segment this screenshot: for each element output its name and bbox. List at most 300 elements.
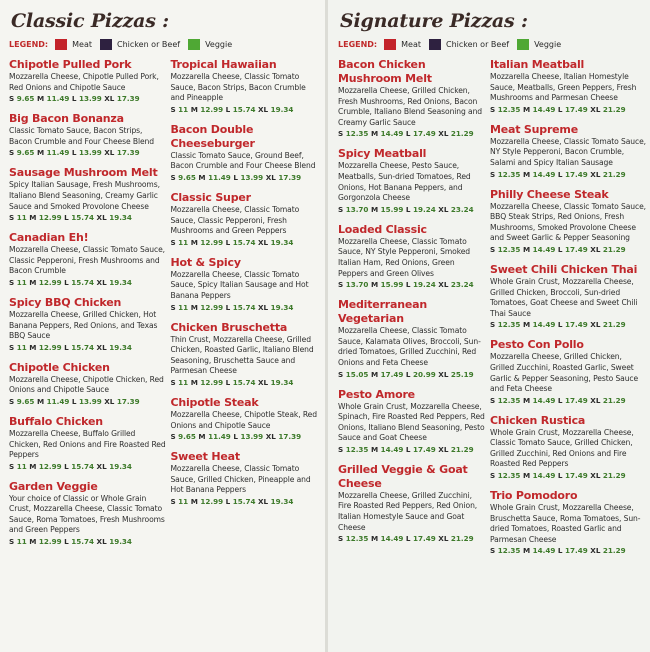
price-value: 17.39 bbox=[116, 148, 140, 158]
size-label: XL bbox=[258, 302, 269, 312]
pizza-description: Thin Crust, Mozzarella Cheese, Grilled Chicken, Roasted Garlic, Italiano Blend Seasoning, Bruschetta Sauce and Parmesan Cheese bbox=[170, 334, 314, 376]
price-value: 17.49 bbox=[413, 129, 436, 139]
menu-item bbox=[170, 58, 319, 115]
size-label: L bbox=[405, 129, 411, 139]
size-label: S bbox=[9, 537, 15, 547]
price-value: 12.99 bbox=[200, 302, 224, 312]
size-label: XL bbox=[438, 369, 449, 379]
size-label: L bbox=[557, 395, 563, 405]
price-value: 15.05 bbox=[345, 369, 369, 379]
menu-item bbox=[490, 414, 646, 481]
pizza-description: Mozzarella Cheese, Grilled Chicken, Hot Banana Peppers, Red Onions, and Texas BBQ Sauce bbox=[9, 309, 158, 341]
price-value: 12.99 bbox=[38, 342, 62, 352]
size-label: XL bbox=[438, 129, 449, 139]
size-label: L bbox=[64, 461, 69, 471]
pizza-description: Mozzarella Cheese, Italian Homestyle Sauce, Meatballs, Green Peppers, Fresh Mushrooms and Parmesan Cheese bbox=[490, 72, 637, 103]
size-label: S bbox=[338, 280, 344, 290]
signature-pizzas-panel bbox=[328, 0, 650, 652]
size-label: S bbox=[490, 244, 496, 254]
price-line bbox=[490, 395, 646, 406]
size-label: L bbox=[71, 396, 77, 406]
pizza-description: Mozzarella Cheese, Grilled Chicken, Fresh Mushrooms, Red Onions, Bacon Crumble, Italiano Blend Seasoning and Creamy Garlic Sauce bbox=[338, 86, 483, 127]
price-value: 14.49 bbox=[380, 534, 404, 544]
menu-item bbox=[170, 191, 319, 248]
price-value: 11 bbox=[178, 237, 189, 247]
price-value: 11 bbox=[16, 213, 27, 223]
menu-item bbox=[9, 296, 166, 353]
price-line bbox=[170, 237, 319, 248]
price-line bbox=[9, 277, 166, 288]
legend bbox=[9, 36, 319, 52]
size-label: S bbox=[170, 377, 176, 387]
size-label: S bbox=[338, 204, 344, 214]
pizza-name: Pesto Con Pollo bbox=[490, 338, 584, 352]
price-line bbox=[9, 212, 166, 223]
pizza-name: Chipotle Steak bbox=[170, 395, 259, 409]
price-line bbox=[9, 536, 166, 547]
size-label: S bbox=[9, 148, 15, 158]
price-line bbox=[490, 319, 646, 330]
size-label: XL bbox=[96, 213, 107, 223]
price-value: 14.49 bbox=[532, 471, 556, 481]
price-line bbox=[490, 244, 646, 255]
size-label: L bbox=[225, 496, 231, 506]
menu-item bbox=[338, 58, 486, 139]
menu-item bbox=[338, 298, 486, 379]
menu-item bbox=[490, 188, 646, 255]
price-value: 15.99 bbox=[380, 280, 404, 290]
size-label: XL bbox=[590, 244, 601, 254]
size-label: S bbox=[9, 277, 15, 287]
price-value: 9.65 bbox=[16, 94, 35, 104]
price-value: 14.49 bbox=[380, 129, 404, 139]
classic-column-left bbox=[9, 58, 170, 555]
size-label: L bbox=[225, 377, 231, 387]
price-value: 17.49 bbox=[380, 369, 404, 379]
size-label: L bbox=[233, 172, 238, 182]
pizza-name: Meat Supreme bbox=[490, 122, 578, 136]
size-label: L bbox=[557, 546, 563, 556]
price-line bbox=[338, 128, 486, 139]
size-label: S bbox=[170, 302, 176, 312]
legend-veggie-label: Veggie bbox=[205, 39, 233, 49]
size-label: M bbox=[29, 342, 37, 352]
price-value: 11 bbox=[178, 377, 189, 387]
menu-item bbox=[490, 338, 646, 405]
price-value: 17.39 bbox=[278, 432, 302, 442]
price-line bbox=[338, 369, 486, 380]
size-label: M bbox=[29, 213, 37, 223]
signature-column-left bbox=[338, 58, 490, 564]
size-label: M bbox=[198, 172, 206, 182]
pizza-description: Spicy Italian Sausage, Fresh Mushrooms, Italiano Blend Seasoning, Creamy Garlic Sauce and Smoked Provolone Cheese bbox=[9, 180, 160, 211]
size-label: M bbox=[522, 320, 531, 330]
pizza-description: Whole Grain Crust, Mozzarella Cheese, Classic Tomato Sauce, Grilled Chicken, Grilled Zucchini, Red Onions and Fire Roasted Red Peppers bbox=[490, 427, 634, 469]
price-value: 21.29 bbox=[450, 534, 474, 544]
size-label: S bbox=[490, 395, 496, 405]
price-value: 17.49 bbox=[565, 104, 588, 114]
size-label: L bbox=[233, 432, 238, 442]
pizza-description: Classic Tomato Sauce, Bacon Strips, Bacon Crumble and Four Cheese Blend bbox=[9, 126, 154, 146]
price-line bbox=[490, 104, 646, 115]
price-value: 19.34 bbox=[270, 104, 294, 114]
price-value: 14.49 bbox=[380, 444, 404, 454]
price-value: 11 bbox=[178, 104, 189, 114]
size-label: XL bbox=[96, 537, 107, 547]
pizza-description: Mozzarella Cheese, Buffalo Grilled Chicken, Red Onions and Fire Roasted Red Peppers bbox=[9, 428, 166, 460]
pizza-name: Spicy Meatball bbox=[338, 147, 427, 161]
classic-column-right bbox=[170, 58, 319, 555]
veggie-swatch-icon bbox=[188, 39, 200, 50]
pizza-name: Sweet Chili Chicken Thai bbox=[490, 262, 638, 276]
pizza-description: Mozzarella Cheese, Chipotle Pulled Pork, Red Onions and Chipotle Sauce bbox=[9, 72, 159, 92]
price-line bbox=[9, 93, 166, 104]
price-value: 15.74 bbox=[71, 342, 95, 352]
price-value: 11.49 bbox=[46, 94, 70, 104]
menu-item bbox=[490, 263, 646, 330]
size-label: XL bbox=[258, 104, 269, 114]
price-value: 19.34 bbox=[109, 342, 132, 352]
pizza-description: Mozzarella Cheese, Classic Tomato Sauce, Bacon Strips, Bacon Crumble and Pineapple bbox=[170, 72, 306, 103]
menu-item bbox=[9, 112, 166, 158]
size-label: M bbox=[190, 377, 198, 387]
pizza-name: Chicken Bruschetta bbox=[170, 320, 288, 334]
pizza-name: Grilled Veggie & Goat Cheese bbox=[338, 462, 468, 490]
price-value: 12.35 bbox=[497, 244, 521, 254]
price-value: 21.29 bbox=[602, 546, 626, 556]
size-label: S bbox=[338, 129, 344, 139]
size-label: M bbox=[370, 280, 379, 290]
pizza-description: Your choice of Classic or Whole Grain Crust, Mozzarella Cheese, Classic Tomato Sauce, Roma Tomatoes, Fresh Mushrooms and Green Peppers bbox=[9, 493, 165, 535]
pizza-description: Classic Tomato Sauce, Ground Beef, Bacon Crumble and Four Cheese Blend bbox=[170, 150, 316, 171]
price-value: 21.29 bbox=[602, 471, 626, 481]
price-value: 12.35 bbox=[497, 104, 521, 114]
price-value: 11 bbox=[178, 496, 189, 506]
size-label: M bbox=[370, 534, 379, 544]
signature-columns bbox=[338, 58, 646, 564]
size-label: L bbox=[64, 213, 69, 223]
size-label: M bbox=[29, 537, 37, 547]
price-value: 11 bbox=[16, 277, 27, 287]
size-label: L bbox=[71, 148, 77, 158]
price-value: 13.99 bbox=[79, 94, 102, 104]
pizza-description: Mozzarella Cheese, Classic Tomato Sauce, Classic Pepperoni, Fresh Mushrooms and Bacon Crumble bbox=[9, 245, 165, 276]
price-value: 12.99 bbox=[200, 496, 224, 506]
meat-swatch-icon bbox=[384, 39, 396, 50]
menu-item bbox=[9, 480, 166, 547]
price-value: 15.74 bbox=[232, 496, 256, 506]
pizza-name: Bacon Double Cheeseburger bbox=[170, 122, 255, 150]
price-line bbox=[170, 104, 319, 115]
legend-item-veggie bbox=[188, 39, 232, 50]
size-label: L bbox=[557, 471, 563, 481]
legend-meat-label: Meat bbox=[401, 39, 422, 49]
pizza-name: Classic Super bbox=[170, 190, 251, 204]
size-label: XL bbox=[590, 395, 601, 405]
price-value: 17.49 bbox=[413, 444, 436, 454]
price-value: 12.35 bbox=[497, 320, 521, 330]
size-label: XL bbox=[96, 461, 107, 471]
size-label: L bbox=[405, 280, 411, 290]
price-value: 13.70 bbox=[345, 280, 369, 290]
menu-item bbox=[9, 361, 166, 407]
price-value: 12.35 bbox=[497, 471, 521, 481]
price-value: 14.49 bbox=[532, 395, 556, 405]
price-value: 12.99 bbox=[38, 277, 62, 287]
price-value: 21.29 bbox=[602, 320, 626, 330]
size-label: M bbox=[29, 277, 37, 287]
legend-label: LEGEND: bbox=[338, 39, 378, 49]
pizza-name: Trio Pomodoro bbox=[490, 489, 578, 503]
price-value: 15.74 bbox=[232, 302, 256, 312]
size-label: S bbox=[338, 534, 344, 544]
legend-meat-label: Meat bbox=[72, 39, 93, 49]
size-label: M bbox=[370, 129, 379, 139]
legend bbox=[338, 36, 646, 52]
price-line bbox=[490, 470, 646, 481]
price-value: 15.74 bbox=[232, 104, 256, 114]
price-value: 12.35 bbox=[497, 169, 521, 179]
size-label: L bbox=[557, 320, 563, 330]
price-value: 14.49 bbox=[532, 169, 556, 179]
legend-chicken-beef-label: Chicken or Beef bbox=[446, 39, 510, 49]
classic-pizzas-title: Classic Pizzas : bbox=[11, 10, 169, 32]
price-value: 12.35 bbox=[497, 395, 521, 405]
price-line bbox=[9, 461, 166, 472]
size-label: S bbox=[490, 169, 496, 179]
pizza-description: Mozzarella Cheese, Classic Tomato Sauce, BBQ Steak Strips, Red Onions, Fresh Mushrooms, Smoked Provolone Cheese and Sweet Garlic & Pepper Seasoning bbox=[490, 201, 646, 243]
price-value: 17.39 bbox=[278, 172, 302, 182]
price-line bbox=[170, 496, 319, 507]
size-label: L bbox=[405, 369, 411, 379]
size-label: S bbox=[338, 369, 344, 379]
price-value: 15.99 bbox=[380, 204, 404, 214]
size-label: M bbox=[370, 444, 379, 454]
price-value: 19.34 bbox=[270, 377, 294, 387]
menu-item bbox=[9, 231, 166, 288]
menu-item bbox=[338, 463, 486, 544]
chicken-beef-swatch-icon bbox=[429, 39, 441, 50]
pizza-description: Mozzarella Cheese, Classic Tomato Sauce, NY Style Pepperoni, Smoked Italian Ham, Red Onions, Green Peppers and Green Olives bbox=[338, 236, 471, 278]
price-value: 17.49 bbox=[565, 471, 588, 481]
size-label: XL bbox=[590, 546, 601, 556]
price-value: 17.39 bbox=[116, 94, 140, 104]
price-value: 19.34 bbox=[109, 537, 132, 547]
pizza-name: Buffalo Chicken bbox=[9, 414, 103, 428]
price-value: 19.34 bbox=[109, 277, 132, 287]
size-label: L bbox=[64, 537, 69, 547]
size-label: L bbox=[225, 237, 231, 247]
pizza-name: Chipotle Pulled Pork bbox=[9, 58, 132, 71]
size-label: XL bbox=[258, 377, 269, 387]
menu-item bbox=[170, 396, 319, 442]
legend-item-meat bbox=[384, 39, 421, 50]
price-line bbox=[170, 172, 319, 183]
size-label: S bbox=[170, 496, 176, 506]
price-value: 17.49 bbox=[565, 169, 588, 179]
size-label: L bbox=[557, 104, 563, 114]
pizza-name: Philly Cheese Steak bbox=[490, 187, 609, 201]
price-value: 21.29 bbox=[602, 244, 626, 254]
price-value: 11 bbox=[16, 461, 27, 471]
size-label: S bbox=[9, 94, 15, 104]
size-label: XL bbox=[590, 320, 601, 330]
size-label: XL bbox=[104, 94, 115, 104]
veggie-swatch-icon bbox=[517, 39, 529, 50]
size-label: S bbox=[170, 172, 176, 182]
size-label: XL bbox=[104, 396, 115, 406]
size-label: M bbox=[36, 94, 45, 104]
price-value: 14.49 bbox=[532, 546, 556, 556]
size-label: L bbox=[557, 244, 563, 254]
pizza-name: Chipotle Chicken bbox=[9, 360, 110, 374]
size-label: L bbox=[557, 169, 563, 179]
size-label: XL bbox=[590, 104, 601, 114]
price-value: 9.65 bbox=[16, 148, 35, 158]
size-label: XL bbox=[438, 280, 449, 290]
size-label: S bbox=[9, 461, 15, 471]
price-value: 21.29 bbox=[602, 169, 626, 179]
size-label: XL bbox=[258, 496, 269, 506]
size-label: S bbox=[490, 320, 496, 330]
price-line bbox=[170, 431, 319, 442]
price-value: 9.65 bbox=[178, 432, 196, 442]
price-value: 12.35 bbox=[345, 534, 369, 544]
price-value: 15.74 bbox=[232, 377, 256, 387]
price-value: 12.99 bbox=[38, 537, 62, 547]
price-value: 19.24 bbox=[413, 280, 436, 290]
price-value: 12.99 bbox=[200, 377, 224, 387]
size-label: M bbox=[190, 237, 198, 247]
price-value: 23.24 bbox=[450, 204, 474, 214]
menu-item bbox=[9, 58, 166, 104]
pizza-name: Sausage Mushroom Melt bbox=[9, 166, 158, 180]
legend-item-chicken-beef bbox=[429, 39, 509, 50]
price-value: 13.99 bbox=[240, 432, 264, 442]
menu-item bbox=[9, 415, 166, 472]
legend-veggie-label: Veggie bbox=[534, 39, 562, 49]
pizza-name: Garden Veggie bbox=[9, 479, 98, 493]
pizza-name: Spicy BBQ Chicken bbox=[9, 295, 122, 309]
price-value: 19.34 bbox=[109, 213, 132, 223]
price-line bbox=[9, 396, 166, 407]
pizza-description: Mozzarella Cheese, Classic Tomato Sauce, Grilled Chicken, Pineapple and Hot Banana Peppers bbox=[170, 464, 311, 495]
pizza-description: Mozzarella Cheese, Pesto Sauce, Meatballs, Sun-dried Tomatoes, Red Onions, Hot Banana Peppers, and Gorgonzola Cheese bbox=[338, 161, 471, 203]
size-label: M bbox=[29, 461, 37, 471]
pizza-description: Whole Grain Crust, Mozzarella Cheese, Grilled Chicken, Broccoli, Sun-dried Tomatoes, Goat Cheese and Sweet Chili Thai Sauce bbox=[490, 276, 638, 318]
size-label: L bbox=[71, 94, 77, 104]
price-value: 11.49 bbox=[46, 148, 70, 158]
size-label: M bbox=[522, 244, 531, 254]
signature-pizzas-title: Signature Pizzas : bbox=[340, 10, 528, 32]
price-value: 19.24 bbox=[413, 204, 436, 214]
price-line bbox=[490, 169, 646, 180]
size-label: M bbox=[190, 104, 198, 114]
size-label: L bbox=[225, 302, 231, 312]
legend-chicken-beef-label: Chicken or Beef bbox=[117, 39, 181, 49]
price-value: 15.74 bbox=[71, 213, 95, 223]
price-value: 11.49 bbox=[46, 396, 70, 406]
price-line bbox=[9, 147, 166, 158]
pizza-description: Mozzarella Cheese, Classic Tomato Sauce, Kalamata Olives, Broccoli, Sun-dried Tomatoes, Grilled Zucchini, Red Onions and Feta Cheese bbox=[338, 326, 481, 367]
size-label: M bbox=[522, 471, 531, 481]
menu-item bbox=[170, 321, 319, 388]
menu-item bbox=[170, 256, 319, 313]
price-value: 11 bbox=[16, 537, 27, 547]
size-label: XL bbox=[96, 277, 107, 287]
pizza-name: Mediterranean Vegetarian bbox=[338, 298, 427, 326]
price-value: 11 bbox=[178, 302, 189, 312]
price-line bbox=[338, 279, 486, 290]
menu-item bbox=[490, 123, 646, 180]
price-value: 9.65 bbox=[178, 172, 196, 182]
pizza-name: Bacon Chicken Mushroom Melt bbox=[338, 58, 432, 85]
price-value: 9.65 bbox=[16, 396, 35, 406]
legend-item-meat bbox=[55, 39, 92, 50]
size-label: S bbox=[9, 213, 15, 223]
size-label: M bbox=[198, 432, 206, 442]
price-value: 15.74 bbox=[71, 461, 95, 471]
size-label: XL bbox=[265, 172, 276, 182]
price-value: 11 bbox=[16, 342, 27, 352]
menu-item bbox=[338, 147, 486, 214]
price-value: 17.49 bbox=[565, 244, 588, 254]
price-value: 13.99 bbox=[79, 396, 102, 406]
price-value: 14.49 bbox=[532, 320, 556, 330]
size-label: L bbox=[225, 104, 231, 114]
pizza-name: Italian Meatball bbox=[490, 58, 585, 71]
legend-item-veggie bbox=[517, 39, 561, 50]
size-label: XL bbox=[96, 342, 107, 352]
menu-item bbox=[490, 58, 646, 115]
price-value: 21.29 bbox=[602, 395, 626, 405]
size-label: S bbox=[9, 396, 15, 406]
price-value: 25.19 bbox=[450, 369, 474, 379]
price-line bbox=[170, 302, 319, 313]
size-label: S bbox=[490, 546, 496, 556]
pizza-description: Mozzarella Cheese, Chipotle Steak, Red Onions and Chipotle Sauce bbox=[170, 409, 317, 430]
price-value: 21.29 bbox=[450, 444, 474, 454]
pizza-name: Pesto Amore bbox=[338, 387, 415, 401]
price-value: 12.99 bbox=[200, 237, 224, 247]
size-label: M bbox=[522, 104, 531, 114]
price-value: 12.99 bbox=[38, 213, 62, 223]
pizza-name: Hot & Spicy bbox=[170, 255, 241, 269]
price-value: 14.49 bbox=[532, 104, 556, 114]
pizza-description: Mozzarella Cheese, Classic Tomato Sauce, Classic Pepperoni, Fresh Mushrooms and Green Peppers bbox=[170, 204, 300, 236]
pizza-name: Tropical Hawaiian bbox=[170, 58, 277, 71]
size-label: M bbox=[36, 148, 45, 158]
size-label: M bbox=[370, 369, 379, 379]
size-label: M bbox=[370, 204, 379, 214]
price-value: 14.49 bbox=[532, 244, 556, 254]
legend-label: LEGEND: bbox=[9, 39, 49, 49]
price-value: 15.74 bbox=[232, 237, 256, 247]
menu-item bbox=[490, 489, 646, 556]
price-value: 19.34 bbox=[270, 302, 294, 312]
size-label: XL bbox=[590, 169, 601, 179]
size-label: L bbox=[64, 277, 69, 287]
size-label: S bbox=[338, 444, 344, 454]
size-label: M bbox=[522, 395, 531, 405]
price-value: 12.99 bbox=[38, 461, 62, 471]
size-label: XL bbox=[590, 471, 601, 481]
size-label: M bbox=[190, 496, 198, 506]
price-line bbox=[338, 533, 486, 544]
price-value: 12.35 bbox=[345, 444, 369, 454]
price-value: 11.49 bbox=[208, 432, 231, 442]
pizza-description: Mozzarella Cheese, Classic Tomato Sauce, Spicy Italian Sausage and Hot Banana Peppers bbox=[170, 269, 309, 300]
